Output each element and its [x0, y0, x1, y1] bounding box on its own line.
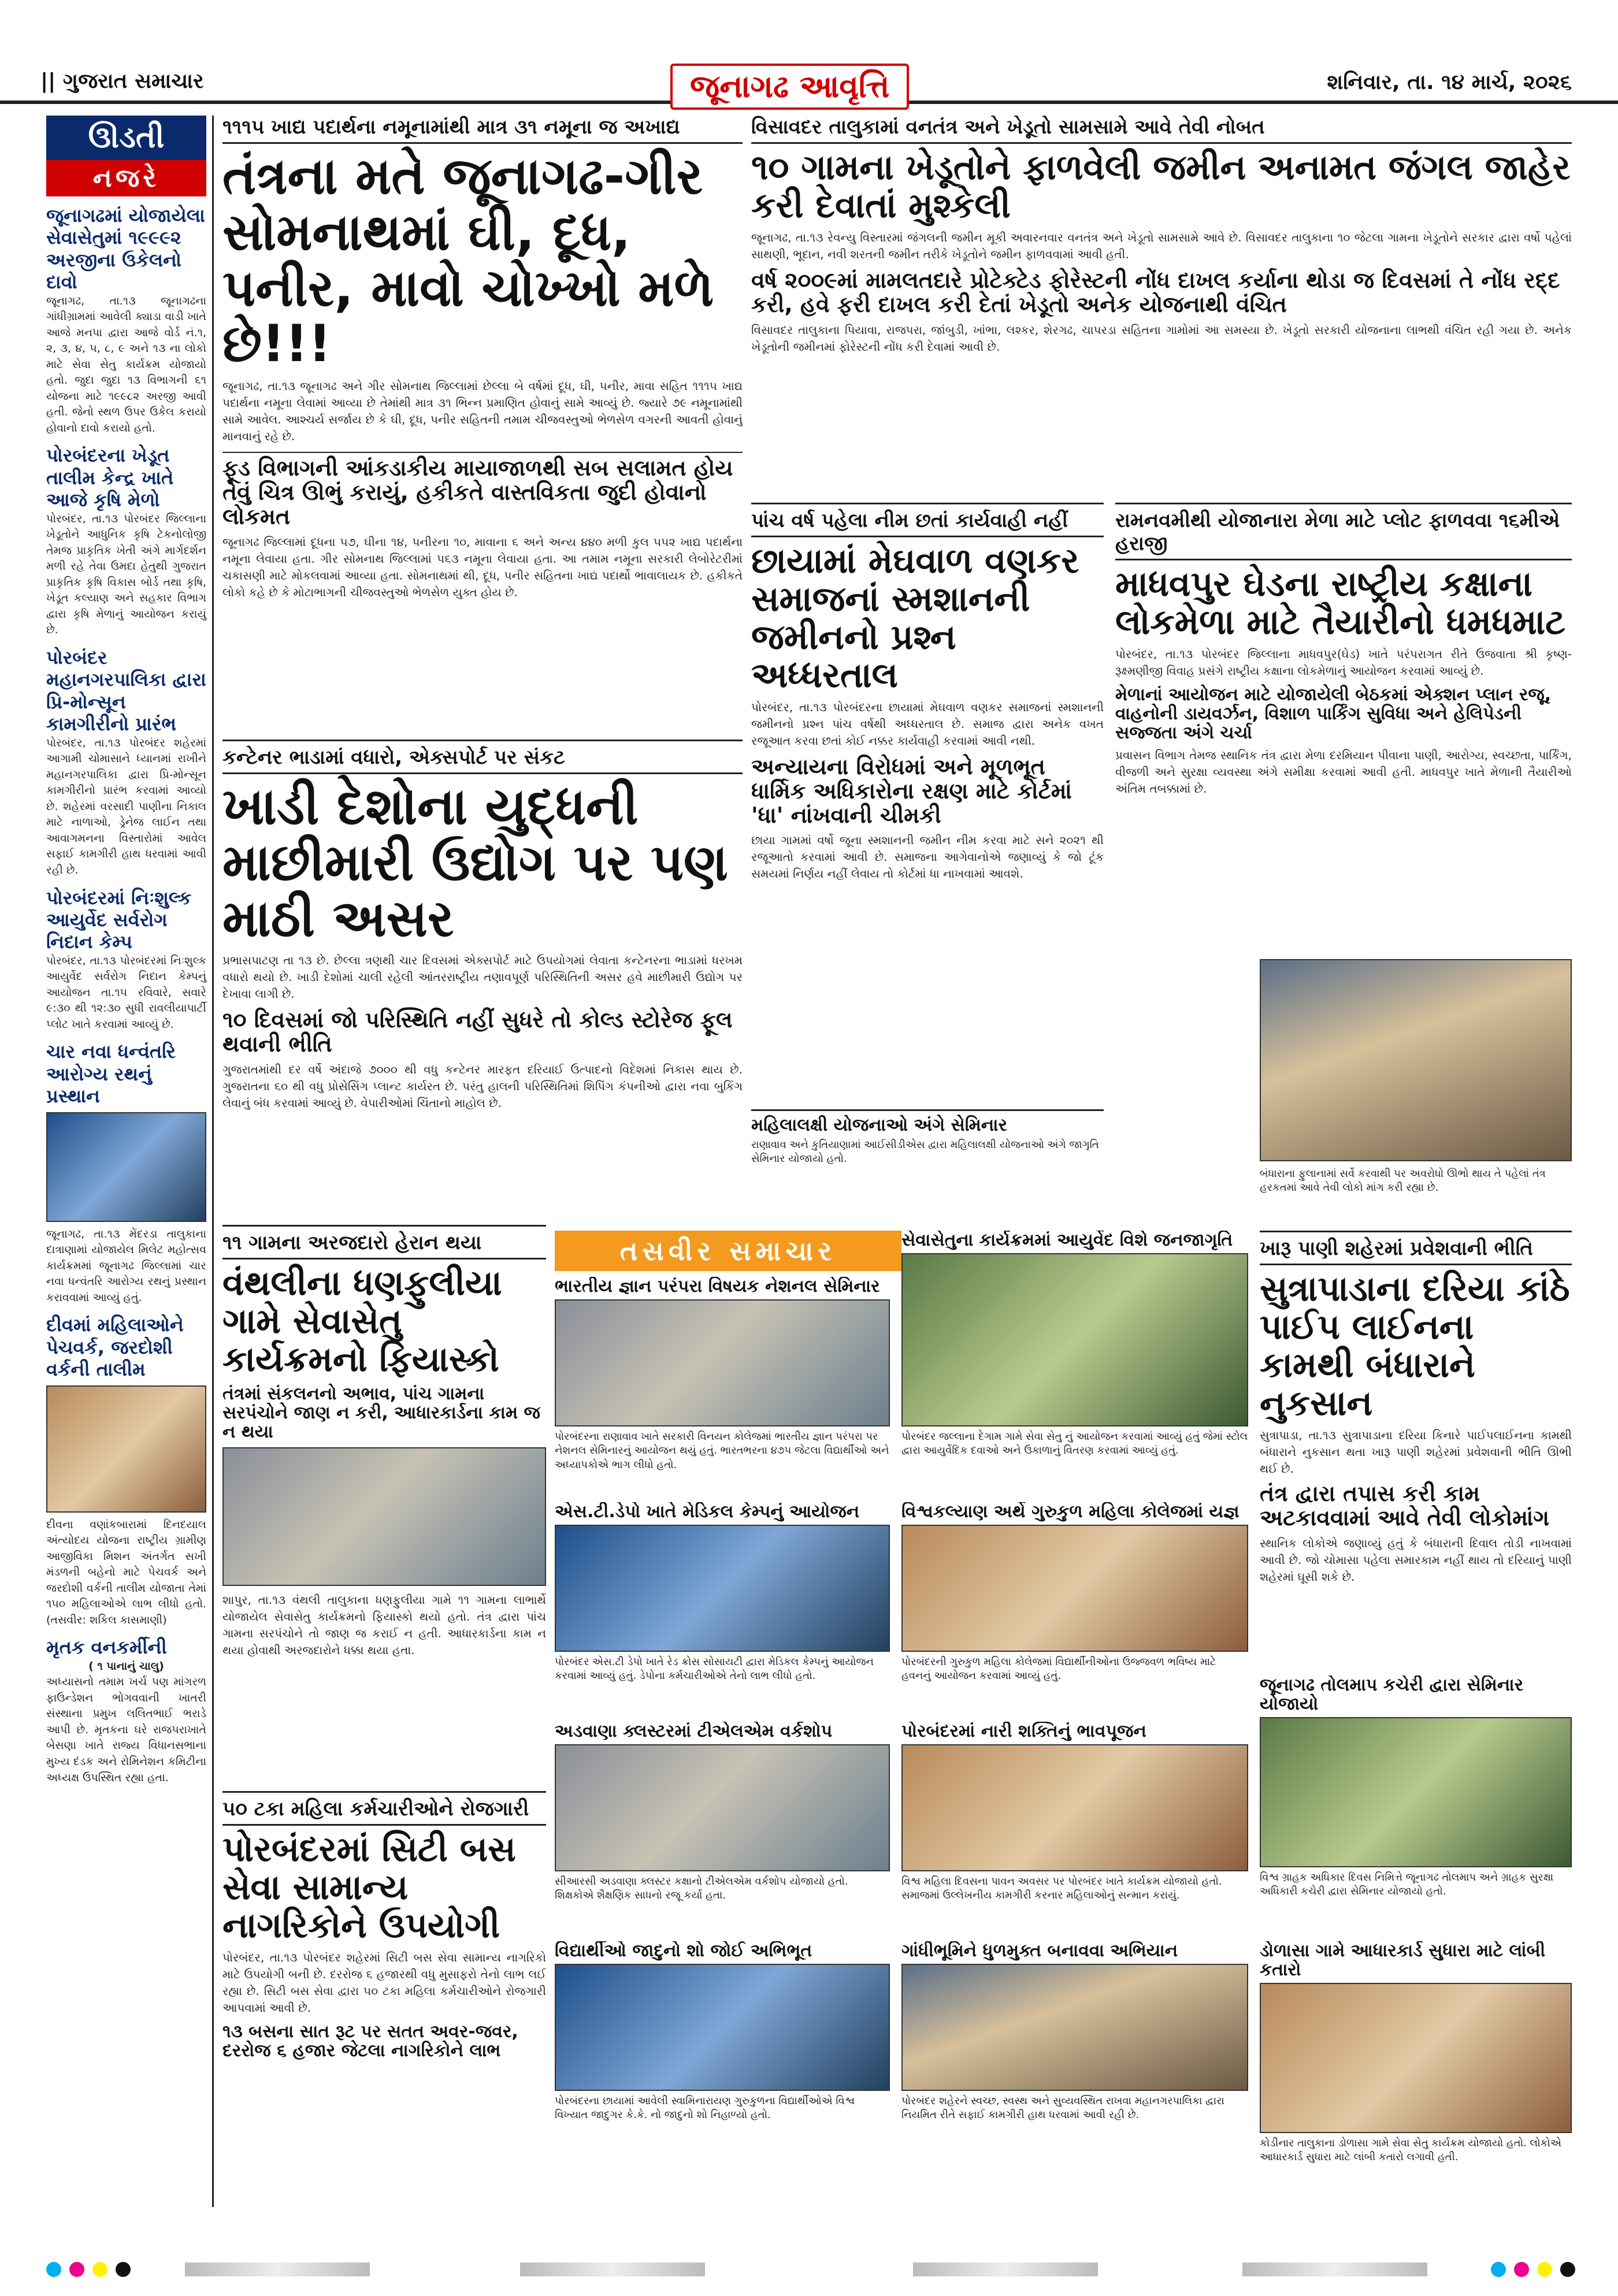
story-body: ગુજરાતમાંથી દર વર્ષે અંદાજે ૭૦૦૦ થી વધુ કન્ટેનર મારફત દરિયાઈ ઉત્પાદનો વિદેશમાં નિકાસ થાય છે. ગુજરાતના ૬૦ થી વધુ પ્રોસેસિંગ પ્લાન્ટ કાર્યરત છે. પરંતુ હાલની પરિસ્થિતિમાં શિપિંગ કંપનીઓ દ્વારા નવા બુકિંગ લેવાનું બંધ કરવામાં આવ્યું છે. વેપારીઓમાં ચિંતાનો માહોલ છે.: [222, 1062, 743, 1110]
photo-caption: પોરબંદરના છાયામાં આવેલી સ્વામિનારાયણ ગુરુકુળના વિદ્યાર્થીઓએ વિશ્વ વિખ્યાત જાદુગર કે.કે. નો જાદુનો શો નિહાળ્યો હતો.: [555, 2095, 855, 2122]
photo-headline: એસ.ટી.ડેપો ખાતે મેડિકલ કેમ્પનું આયોજન: [555, 1502, 860, 1522]
sidebar-headline: દીવમાં મહિલાઓને પેચવર્ક, જરદોશી વર્કની તાલીમ: [46, 1314, 184, 1381]
story-kicker: પાંચ વર્ષ પહેલા નીમ છતાં કાર્યવાહી નહીં: [751, 509, 1104, 537]
registration-mark: [92, 2262, 107, 2277]
story-kicker: ૫૦ ટકા મહિલા કર્મચારીઓને રોજગારી: [222, 1797, 546, 1826]
photo-story: [901, 1722, 1248, 1930]
workshop-photo: [555, 1744, 890, 1871]
photo-headline: અડવાણા ક્લસ્ટરમાં ટીએલએમ વર્કશોપ: [555, 1722, 833, 1741]
story-body: પોરબંદર, તા.૧૩ પોરબંદર જિલ્લાના માધવપુર(ઘેડ) ખાતે પરંપરાગત રીતે ઉજવાતા શ્રી કૃષ્ણ-રૂક્ષ્મણીજી વિવાહ પ્રસંગે રાષ્ટ્રીય કક્ષાના લોકમેળાનું આયોજન કરવામાં આવ્યું છે.: [1115, 647, 1572, 678]
story-kicker: ૧૧૧૫ ખાદ્ય પદાર્થના નમૂનામાંથી માત્ર ૩૧ નમૂના જ અખાદ્ય: [222, 116, 743, 144]
photo-story: [555, 1941, 890, 2207]
story-headline: વંથલીના ધણફુલીયા ગામે સેવાસેતુ કાર્યક્રમનો ફિયાસ્કો: [222, 1263, 502, 1380]
photo-headline: ડોળાસા ગામે આધારકાર્ડ સુધારા માટે લાંબી કતારો: [1260, 1941, 1546, 1980]
story-subhead: ૧૩ બસના સાત રૂટ પર સતત અવર-જવર, દરરોજ ૬ હજાર જેટલા નાગરિકોને લાભ: [222, 2022, 518, 2061]
photo-caption: પોરબંદરની ગુરુકુળ મહિલા કોલેજમાં વિદ્યાર્થીનીઓના ઉજ્જવળ ભવિષ્ય માટે હવનનું આયોજન કરવામાં આવ્યું હતું.: [901, 1656, 1216, 1682]
sidebar-headline: ચાર નવા ધન્વંતરિ આરોગ્ય રથનું પ્રસ્થાન: [46, 1041, 176, 1108]
story-body: પોરબંદર, તા.૧૩ પોરબંદર શહેરમાં સિટી બસ સેવા સામાન્ય નાગરિકો માટે ઉપયોગી બની છે. દરરોજ ૬ હજારથી વધુ મુસાફરો તેનો લાભ લઈ રહ્યા છે. સિટી બસ સેવા દ્વારા ૫૦ ટકા મહિલા કર્મચારીઓને રોજગારી આપવામાં આવી છે.: [222, 1951, 546, 2015]
photo-caption: બંધારાના ફુલાનામાં સર્વે કરવાથી પર અવરોધો ઊભો થાય તે પહેલાં તંત્ર હરકતમાં આવે તેવી લોકો માંગ કરી રહ્યા છે.: [1260, 1168, 1546, 1194]
sidebar-text: પોરબંદર, તા.૧૩ પોરબંદર શહેરમાં આગામી ચોમાસાને ધ્યાનમાં રાખીને મહાનગરપાલિકા દ્વારા પ્રિ-મોન્સૂન કામગીરીનો પ્રારંભ કરવામાં આવ્યો છે. શહેરમાં વરસાદી પાણીના નિકાલ માટે નાળાઓ, ડ્રેનેજ લાઈન તથા આવાગમનના વિસ્તારોમાં આવેલ સફાઈ કામગીરી હાથ ધરવામાં આવી રહી છે.: [46, 736, 206, 876]
story-sevasetu-fiasco: [222, 1225, 546, 1779]
photo-caption: વિશ્વ મહિલા દિવસના પાવન અવસર પર પોરબંદર ખાતે કાર્યક્રમ યોજાયો હતો. સમાજમાં ઉલ્લેખનીય કામગીરી કરનાર મહિલાઓનું સન્માન કરાયું.: [901, 1875, 1222, 1902]
photo-story: [901, 1502, 1248, 1710]
dam-damage-photo: [1260, 959, 1572, 1161]
seminar-photo: [555, 1299, 890, 1426]
registration-bar: [185, 2262, 370, 2276]
story-body: પ્રભાસપાટણ તા ૧૩ છે. છેલ્લા ત્રણથી ચાર દિવસમાં એક્સપોર્ટ માટે ઉપયોગમાં લેવાતા કન્ટેનરના ભાડામાં ધરખમ વધારો થયો છે. ખાડી દેશોમાં ચાલી રહેલી આંતરરાષ્ટ્રીય તણાવપૂર્ણ પરિસ્થિતિની અસર હવે માછીમારી ઉદ્યોગ પર દેખાવા લાગી છે.: [222, 953, 743, 1001]
story-body: શાપુર, તા.૧૩ વંથલી તાલુકાના ધણફુલીયા ગામે ૧૧ ગામના લાભાર્થે યોજાયેલ સેવાસેતુ કાર્યક્રમનો ફિયાસ્કો થયો હતો. તંત્ર દ્વારા પાંચ ગામના સરપંચોને તો જાણ જ કરાઈ ન હતી. આધારકાર્ડના કામ ન થયા હોવાથી અરજદારોને ધક્કા થયા હતા.: [222, 1593, 546, 1657]
ayurveda-stall-photo: [901, 1253, 1248, 1426]
registration-mark: [69, 2262, 84, 2277]
tasveer-samachar-banner: તસવીર સમાચાર: [555, 1231, 901, 1271]
photo-story: [901, 1941, 1248, 2207]
story-kicker: કન્ટેનર ભાડામાં વધારો, એક્સપોર્ટ પર સંકટ: [222, 746, 743, 774]
story-subhead: મેળાનાં આયોજન માટે યોજાયેલી બેઠકમાં એક્શન પ્લાન રજૂ, વાહનોની ડાયવર્ઝન, વિશાળ પાર્કિંગ સુવિધા અને હેલિપેડની સજ્જતા અંગે ચર્ચા: [1115, 685, 1552, 743]
magic-show-photo: [555, 1964, 890, 2091]
registration-mark: [1514, 2262, 1529, 2277]
story-headline: ૧૦ ગામના ખેડૂતોને ફાળવેલી જમીન અનામત જંગલ જાહેર કરી દેવાતાં મુશ્કેલી: [751, 147, 1571, 226]
photo-caption: રાણાવાવ અને કુતિયાણામાં આઈસીડીએસ દ્વારા મહિલાલક્ષી યોજનાઓ અંગે જાગૃતિ સેમિનાર યોજાયો હતો.: [751, 1139, 1099, 1165]
story-body: વિસાવદર તાલુકાના પિયાવા, રાજપરા, જાંબુડી, ખાંભા, લશ્કર, શેરગઢ, ચાપરડા સહિતના ગામોમાં આ સમસ્યા છે. ખેડૂતો સરકારી યોજનાના લાભથી વંચિત રહી ગયા છે. અનેક ખેડૂતોની જમીનમાં ફોરેસ્ટની નોંધ કરી દેવામાં આવી છે.: [751, 322, 1572, 354]
registration-bar: [520, 2262, 705, 2276]
story-gulf-war-fishing: [222, 740, 743, 1213]
sidebar-text: દીવના વણાંકબારામાં દિનદયાલ અંત્યોદય યોજના રાષ્ટ્રીય ગ્રામીણ આજીવિકા મિશન અંતર્ગત સખી મંડળની બહેનો માટે પેચવર્ક અને જરદોશી વર્કની તાલીમ યોજાતા તેમાં ૧૫૦ મહિલાઓએ લાભ લીધો હતો. (તસવીર: શકિલ કાસમાણી): [46, 1518, 206, 1626]
sidebar-text: જૂનાગઢ, તા.૧૩ જૂનાગઢના ગાંધીગ્રામમાં આવેલી ક્યાડા વાડી ખાતે આજે મનપા દ્વારા આજે વોર્ડ નં.૧, ૨, ૩, ૪, ૫, ૮, ૯ અને ૧૩ ના લોકો માટે સેવા સેતુ કાર્યક્રમ યોજાયો હતો. જુદા જુદા ૧૩ વિભાગની ૬૧ યોજના માટે ૧૯૯૮૨ અરજી આવી હતી. જેનો સ્થળ ઉપર ઉકેલ કરાયો હોવાનો દાવો કરાયો હતો.: [46, 294, 206, 434]
issue-date: શનિવાર, તા. ૧૪ માર્ચ, ૨૦૨૬: [1327, 70, 1572, 94]
story-subhead: ફૂડ વિભાગની આંકડાકીય માયાજાળથી સબ સલામત હોય તેવું ચિત્ર ઊભું કરાયું, હકીકતે વાસ્તવિકતા જુદી હોવાનો લોકમત: [222, 452, 743, 529]
story-subhead: તંત્ર દ્વારા તપાસ કરી કામ અટકાવવામાં આવે તેવી લોકોમાંગ: [1260, 1481, 1550, 1530]
story-kicker: રામનવમીથી યોજાનારા મેળા માટે પ્લોટ ફાળવવા ૧૬મીએ હરાજી: [1115, 509, 1572, 560]
story-subhead: અન્યાયના વિરોધમાં અને મૂળભૂત ધાર્મિક અધિકારોના રક્ષણ માટે કોર્ટમાં 'ધા' નાંખવાની ચીમકી: [751, 754, 1072, 828]
photo-caption: પોરબંદર એસ.ટી ડેપો ખાતે રેડ ક્રોસ સોસાયટી દ્વારા મેડિકલ કેમ્પનું આયોજન કરવામાં આવ્યું હતું. ડેપોના કર્મચારીઓએ તેનો લાભ લીધો હતો.: [555, 1656, 874, 1682]
photo-headline: મહિલાલક્ષી યોજનાઓ અંગે સેમિનાર: [751, 1115, 1008, 1135]
story-body: જૂનાગઢ, તા.૧૩ રેવન્યુ વિસ્તારમાં જંગલની જમીન મૂકી અવારનવાર વનતંત્ર અને ખેડૂતો સામસામે આવે છે. વિસાવદર તાલુકાના ૧૦ જેટલા ગામના ખેડૂતોને સરકાર દ્વારા વર્ષો પહેલાં સાથણી, ભૂદાન, નવી શરતની જમીન તરીકે ખેડૂતોને જમીન ફાળવવામાં આવી હતી.: [751, 231, 1572, 261]
registration-mark: [46, 2262, 61, 2277]
sidebar-headline: જૂનાગઢમાં યોજાયેલા સેવાસેતુમાં ૧૯૯૯૨ અરજીના ઉકેલનો દાવો: [46, 205, 205, 293]
story-body: સ્થાનિક લોકોએ જણાવ્યું હતું કે બંધારાની દિવાલ તોડી નાખવામાં આવી છે. જો ચોમાસા પહેલા સમારકામ નહીં થાય તો દરિયાનું પાણી શહેરમાં ઘૂસી શકે છે.: [1260, 1536, 1572, 1584]
sidebar-headline: પોરબંદરના ખેડૂત તાલીમ કેન્દ્ર ખાતે આજે કૃષિ મેળો: [46, 444, 174, 511]
photo-caption: પોરબંદર શહેરને સ્વચ્છ, સ્વસ્થ અને સુવ્યવસ્થિત રાખવા મહાનગરપાલિકા દ્વારા નિયમિત રીતે સફાઈ કામગીરી હાથ ધરવામાં આવી રહી છે.: [901, 2095, 1224, 2122]
sidebar-text: પોરબંદર, તા.૧૩ પોરબંદર જિલ્લાના ખેડૂતોને આધુનિક કૃષિ ટેકનોલોજી તેમજ પ્રાકૃતિક ખેતી અંગે માર્ગદર્શન મળી રહે તેવા ઉમદા હેતુથી ગુજરાત પ્રાકૃતિક કૃષિ વિકાસ બોર્ડ તથા કૃષિ, ખેડૂત કલ્યાણ અને સહકાર વિભાગ દ્વારા કૃષિ મેળાનું આયોજન કરાયું છે.: [46, 512, 206, 637]
story-headline: ખાડી દેશોના યુદ્ધની માછીમારી ઉદ્યોગ પર પણ માઠી અસર: [222, 777, 728, 948]
masthead: [0, 0, 1618, 104]
students-seminar-photo: [1260, 1717, 1572, 1867]
ambulance-photo: [46, 1112, 206, 1222]
sidebar-headline: મૃતક વનકર્મીની: [46, 1636, 167, 1659]
story-city-bus: [222, 1791, 546, 2207]
photo-caption: વિશ્વ ગ્રાહક અધિકાર દિવસ નિમિત્તે જૂનાગઢ તોલમાપ અને ગ્રાહક સુરક્ષા અધિકારી કચેરી દ્વારા સેમિનાર યોજાયો હતો.: [1260, 1871, 1554, 1898]
story-kicker: ખારૂ પાણી શહેરમાં પ્રવેશવાની ભીતિ: [1260, 1237, 1572, 1265]
story-body: છાયા ગામમાં વર્ષો જૂના સ્મશાનની જમીન નીમ કરવા માટે સને ૨૦૨૧ થી રજૂઆતો કરવામાં આવી છે. સમાજના આગેવાનોએ જણાવ્યું કે જો ટૂંક સમયમાં નિર્ણય નહીં લેવાય તો કોર્ટમાં ધા નાખવામાં આવશે.: [751, 833, 1104, 881]
photo-caption: પોરબંદરના રાણાવાવ ખાતે સરકારી વિનયન કોલેજમાં ભારતીય જ્ઞાન પરંપરા પર નેશનલ સેમિનારનું આયોજન થયું હતું. ભારતભરના ૪૭૫ જેટલા વિદ્યાર્થીઓ અને અધ્યાપકોએ ભાગ લીધો હતો.: [555, 1431, 889, 1471]
story-body: જૂનાગઢ, તા.૧૩ જૂનાગઢ અને ગીર સોમનાથ જિલ્લામાં છેલ્લા બે વર્ષમાં દૂધ, ઘી, પનીર, માવા સહિત ૧૧૧૫ ખાદ્ય પદાર્થના નમૂના લેવામાં આવ્યા છે તેમાંથી માત્ર ૩૧ ભિન્ન પ્રમાણિત હોવાનું સામે આવ્યું છે. જ્યારે ૭૯ નમૂનામાંથી સામે આવેલ. આશ્ચર્ય સર્જાય છે કે ઘી, દૂધ, પનીર સહિતની તમામ ચીજવસ્તુઓ ભેળસેળ વગરની આવતી હોવાનું માનવાનું રહે છે.: [222, 379, 743, 444]
photo-caption: કોડીનાર તાલુકાના ડોળાસા ગામે સેવા સેતુ કાર્યક્રમ યોજાયો હતો. લોકોએ આધારકાર્ડ સુધારા માટે લાંબી કતારો લગાવી હતી.: [1260, 2137, 1561, 2164]
women-training-photo: [46, 1385, 206, 1513]
sevasetu-photo: [222, 1447, 546, 1586]
photo-headline: વિદ્યાર્થીઓ જાદુનો શો જોઈ અભિભૂત: [555, 1941, 812, 1961]
photo-story: [1260, 1941, 1572, 2207]
registration-mark: [1560, 2262, 1575, 2277]
story-headline: સુત્રાપાડાના દરિયા કાંઠે પાઈપ લાઈનના કામથી બંધારાને નુકસાન: [1260, 1269, 1570, 1424]
story-headline: તંત્રના મતે જૂનાગઢ-ગીર સોમનાથમાં ઘી, દૂધ, પનીર, માવો ચોખ્ખો મળે છે!!!: [222, 146, 714, 374]
story-visavadar-forest: [751, 116, 1572, 491]
sidebar-text: પોરબંદર, તા.૧૩ પોરબંદરમાં નિઃશુલ્ક આયુર્વેદ સર્વરોગ નિદાન કેમ્પનું આયોજન તા.૧૫ રવિવારે, સવારે ૯:૩૦ થી ૧૨:૩૦ સુધી રાવલીયાપાર્ટી પ્લોટ ખાતે કરવામાં આવ્યું છે.: [46, 954, 206, 1031]
story-headline: પોરબંદરમાં સિટી બસ સેવા સામાન્ય નાગરિકોને ઉપયોગી: [222, 1829, 516, 1946]
photo-headline: ભારતીય જ્ઞાન પરંપરા વિષયક નેશનલ સેમિનાર: [555, 1277, 880, 1296]
story-body: પોરબંદર, તા.૧૩ પોરબંદરના છાયામાં મેઘવાળ વણકર સમાજનાં સ્મશાનની જમીનનો પ્રશ્ન પાંચ વર્ષથી અધ્ધરતાલ છે. સમાજ દ્વારા અનેક વખત રજૂઆત કરવા છતાં કોઈ નક્કર કાર્યવાહી કરવામાં આવી નથી.: [751, 700, 1104, 748]
photo-story: [555, 1502, 890, 1710]
story-body: સુત્રાપાડા, તા.૧૩ સુત્રાપાડાના દરિયા કિનારે પાઈપલાઈનના કામથી બંધારાને નુકસાન થતા ખારૂ પાણી શહેરમાં પ્રવેશવાની ભીતિ ઊભી થઈ છે.: [1260, 1428, 1572, 1476]
continued-note: ( ૧ પાનાનું ચાલુ): [88, 1659, 164, 1673]
registration-mark: [1491, 2262, 1506, 2277]
photo-headline: જૂનાગઢ તોલમાપ કચેરી દ્વારા સેમિનાર યોજાયો: [1260, 1675, 1524, 1714]
photo-caption: પોરબંદર જલ્લાના દેગામ ગામે સેવા સેતુ નું આયોજન કરવામાં આવ્યું હતું જેમાં સ્ટોલ દ્વારા આયુર્વેદિક દવાઓ અને ઉકાળાનું વિતરણ કરવામાં આવ્યું હતું.: [901, 1431, 1248, 1457]
story-kicker: વિસાવદર તાલુકામાં વનતંત્ર અને ખેડૂતો સામસામે આવે તેવી નોબત: [751, 116, 1572, 144]
yagna-photo: [901, 1525, 1248, 1652]
road-cleaning-photo: [901, 1964, 1248, 2091]
story-smashan-land: [751, 503, 1104, 1098]
sidebar-headline: પોરબંદરમાં નિઃશુલ્ક આયુર્વેદ સર્વરોગ નિદાન કેમ્પ: [46, 886, 192, 953]
photo-headline: વિશ્વકલ્યાણ અર્થે ગુરુકુળ મહિલા કોલેજમાં યજ્ઞ: [901, 1502, 1240, 1522]
registration-bar: [1242, 2262, 1427, 2276]
photo-story: [555, 1722, 890, 1930]
sidebar-udti-najare: [46, 116, 214, 2207]
sidebar-text: અધ્યાસનો તમામ ખર્ચ પણ માંગરળ ફાઉન્ડેશન ભોગવવાની ખાતરી સંસ્થાના પ્રમુખ લલિતભાઈ ભરાડે આપી છે. મૃતકના ઘરે રાજપરાખાતે બેસણા ખાતે રાજ્ય વિધાનસભાના મુખ્ય દંડક અને રોમિનેશન કમિટીના અધ્યક્ષ ઉપસ્થિત રહ્યા હતા.: [46, 1675, 206, 1784]
photo-headline: સેવાસેતુના કાર્યક્રમમાં આયુર્વેદ વિશે જનજાગૃતિ: [901, 1231, 1233, 1250]
story-body: જૂનાગઢ જિલ્લામાં દૂધના ૫૭, ઘીના ૧૪, પનીરના ૧૦, માવાના ૬ અને અન્ય ૪૪૦ મળી કુલ ૫૫૨ ખાદ્ય પદાર્થના નમૂના લેવાયા હતા. ગીર સોમનાથ જિલ્લામાં ૫૬૩ નમૂના લેવાયા હતા. આ તમામ નમૂના સરકારી લેબોરેટરીમાં ચકાસણી માટે મોકલવામાં આવ્યા હતા. સોમનાથમાં થી, દૂધ, પનીર સહિતના ખાદ્ય પદાર્થો ભાવાલાયક છે. હકીકતે લોકો કહે છે કે મોટાભાગની ચીજવસ્તુઓ ભેળસેળ યુક્ત હોય છે.: [222, 534, 743, 599]
story-food-samples: [222, 116, 743, 728]
story-sutrapada-pipeline: [1260, 1231, 1572, 1670]
sidebar-subtitle: નજરે: [46, 160, 206, 196]
medical-camp-photo: [555, 1525, 890, 1652]
sidebar-text: જૂનાગઢ, તા.૧૩ મેંદરડા તાલુકાના દાત્રાણામાં યોજાયેલ મિલેટ મહોત્સવ કાર્યક્રમમાં જૂનાગઢ જિલ્લામાં ચાર નવા ધન્વંતરિ આરોગ્ય રથનું પ્રસ્થાન કરાવવામાં આવ્યું હતું.: [46, 1227, 206, 1304]
photo-story: [901, 1231, 1248, 1491]
sidebar-headline: પોરબંદર મહાનગરપાલિકા દ્વારા પ્રિ-મોન્સૂન કામગીરીનો પ્રારંભ: [46, 647, 206, 735]
registration-mark: [1537, 2262, 1552, 2277]
story-subhead: તંત્રમાં સંકલનનો અભાવ, પાંચ ગામના સરપંચોને જાણ ન કરી, આધારકાર્ડના કામ જ ન થયા: [222, 1384, 540, 1442]
story-subhead: વર્ષ ૨૦૦૯માં મામલતદારે પ્રોટેક્ટેડ ફોરેસ્ટની નોંધ દાખલ કર્યાના થોડા જ દિવસમાં તે નોંધ રદ્દ કરી, હવે ફરી દાખલ કરી દેતાં ખેડૂતો અનેક યોજનાથી વંચિત: [751, 268, 1560, 317]
registration-mark: [116, 2262, 131, 2277]
aadhaar-queue-photo: [1260, 1983, 1572, 2133]
newspaper-name: || ગુજરાત સમાચાર: [40, 69, 204, 93]
registration-bar: [913, 2262, 1098, 2276]
sidebar-title: ઊડતી: [46, 116, 206, 160]
story-subhead: ૧૦ દિવસમાં જો પરિસ્થિતિ નહીં સુધરે તો કોલ્ડ સ્ટોરેજ ફૂલ થવાની ભીતિ: [222, 1007, 733, 1057]
story-headline: માધવપુર ઘેડના રાષ્ટ્રીય કક્ષાના લોકમેળા માટે તૈયારીનો ધમધમાટ: [1115, 564, 1566, 642]
photo-caption: સીઆરસી અડવાણા ક્લસ્ટર કક્ષાનો ટીએલએમ વર્કશોપ યોજાયો હતો. શિક્ષકોએ શૈક્ષણિક સાધનો રજૂ કર્યા હતા.: [555, 1875, 848, 1902]
story-kicker: ૧૧ ગામના અરજદારો હેરાન થયા: [222, 1231, 546, 1260]
photo-story: [1260, 1675, 1572, 1930]
photo-headline: ગાંધીભૂમિને ધુળમુક્ત બનાવવા અભિયાન: [901, 1941, 1178, 1961]
photo-headline: પોરબંદરમાં નારી શક્તિનું ભાવપૂજન: [901, 1722, 1146, 1741]
story-body: પ્રવાસન વિભાગ તેમજ સ્થાનિક તંત્ર દ્વારા મેળા દરમિયાન પીવાના પાણી, આરોગ્ય, સ્વચ્છતા, પાર્કિંગ, વીજળી અને સુરક્ષા વ્યવસ્થા અંગે સમીક્ષા કરવામાં આવી હતી. માધવપુર ખાતે મેળાની તૈયારીઓ અંતિમ તબક્કામાં છે.: [1115, 748, 1572, 796]
edition-title: જૂનાગઢ આવૃત્તિ: [670, 64, 909, 110]
photo-story: [751, 1109, 1104, 1219]
women-honour-photo: [901, 1744, 1248, 1871]
photo-story: [555, 1277, 890, 1491]
story-headline: છાયામાં મેઘવાળ વણકર સમાજનાં સ્મશાનની જમીનનો પ્રશ્ન અધ્ધરતાલ: [751, 541, 1079, 696]
